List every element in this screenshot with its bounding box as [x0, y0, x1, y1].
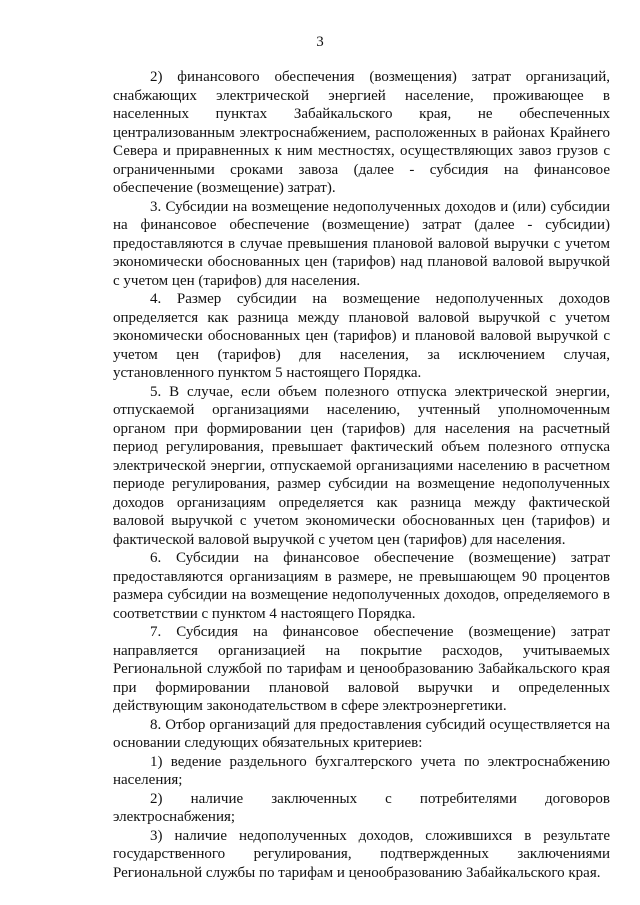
paragraph-subitem-2: 2) финансового обеспечения (возмещения) затрат организаций, снабжающих электрической энергией население, проживающее в населенных пунктах Забайкальского края, не обеспеченных централизованным электроснабжением, расположенных в районах Крайнего Севера и приравненных к ним местностях, осуществляющих завоз грузов с ограниченными сроками завоза (далее - субсидия на финансовое обеспечение (возмещение) затрат).	[113, 69, 610, 196]
paragraph-7: 7. Субсидия на финансовое обеспечение (возмещение) затрат направляется организацией на покрытие расходов, учитываемых Региональной службой по тарифам и ценообразованию Забайкальского края при формировании плановой валовой выручки и определенных действующим законодательством в сфере электроэнергетики.	[113, 624, 610, 714]
criterion-1: 1) ведение раздельного бухгалтерского учета по электроснабжению населения;	[113, 753, 610, 788]
paragraph-8: 8. Отбор организаций для предоставления субсидий осуществляется на основании следующих обязательных критериев:	[113, 716, 610, 751]
document-body	[113, 68, 610, 882]
paragraph-6: 6. Субсидии на финансовое обеспечение (возмещение) затрат предоставляются организациям в размере, не превышающем 90 процентов размера субсидии на возмещение недополученных доходов, определяемого в соответствии с пунктом 4 настоящего Порядка.	[113, 550, 610, 622]
paragraph-5: 5. В случае, если объем полезного отпуска электрической энергии, отпускаемой организациями населению, учтенный уполномоченным органом при формировании цен (тарифов) для населения на расчетный период регулирования, превышает фактический объем полезного отпуска электрической энергии, отпускаемой организациями населению в расчетном периоде регулирования, размер субсидии на возмещение недополученных доходов организациям определяется как разница между фактической валовой выручкой с учетом экономически обоснованных цен (тарифов) и фактической валовой выручкой с учетом цен (тарифов) для населения.	[113, 383, 610, 548]
paragraph-4: 4. Размер субсидии на возмещение недополученных доходов определяется как разница между плановой валовой выручкой с учетом экономически обоснованных цен (тарифов) и плановой валовой выручкой с учетом цен (тарифов) для населения, за исключением случая, установленного пунктом 5 настоящего Порядка.	[113, 291, 610, 381]
criterion-2: 2) наличие заключенных с потребителями договоров электроснабжения;	[113, 790, 610, 825]
criterion-3: 3) наличие недополученных доходов, сложившихся в результате государственного регулирования, подтвержденных заключениями Региональной службы по тарифам и ценообразованию Забайкальского края.	[113, 827, 610, 881]
paragraph-3: 3. Субсидии на возмещение недополученных доходов и (или) субсидии на финансовое обеспечение (возмещение) затрат (далее - субсидии) предоставляются в случае превышения плановой валовой выручки с учетом экономически обоснованных цен (тарифов) над плановой валовой выручкой с учетом цен (тарифов) для населения.	[113, 198, 610, 289]
page-number: 3	[316, 34, 324, 50]
